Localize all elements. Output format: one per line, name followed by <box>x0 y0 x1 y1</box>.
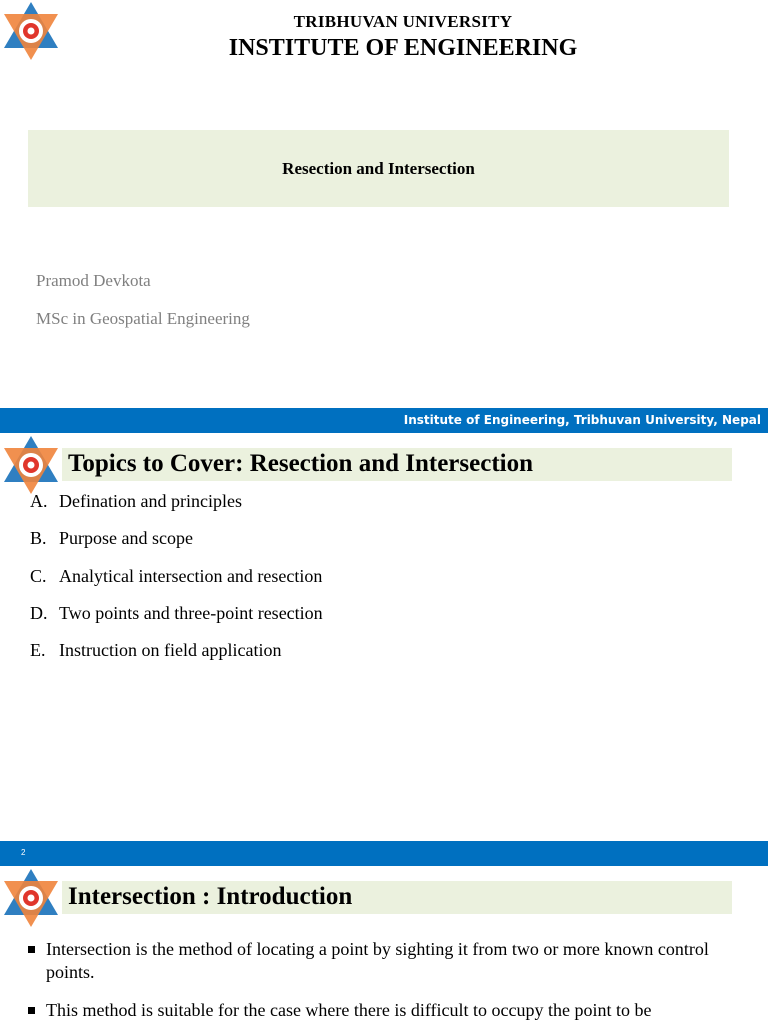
slide-heading: Intersection : Introduction <box>68 883 353 910</box>
presentation-title-box <box>28 130 729 207</box>
institute-name: INSTITUTE OF ENGINEERING <box>228 35 578 61</box>
bullet-text: Intersection is the method of locating a point by sighting it from two or more known control points. <box>46 939 709 982</box>
footer-bar <box>0 408 768 433</box>
slide-heading-box <box>62 881 732 914</box>
list-text: Defination and principles <box>59 491 242 511</box>
list-item <box>30 603 323 640</box>
slide-heading: Topics to Cover: Resection and Intersection <box>68 450 534 477</box>
star-logo-icon <box>0 434 62 496</box>
star-logo-icon <box>0 867 62 929</box>
university-logo <box>0 434 62 496</box>
list-letter: D. <box>30 602 48 623</box>
square-bullet-icon <box>28 1007 35 1014</box>
university-logo <box>0 867 62 929</box>
university-name: TRIBHUVAN UNIVERSITY <box>293 12 513 31</box>
footer-text: Institute of Engineering, Tribhuvan University, Nepal <box>403 413 761 427</box>
list-letter: A. <box>30 491 48 511</box>
author-degree: MSc in Geospatial Engineering <box>36 309 250 328</box>
list-item <box>30 566 323 603</box>
page-number: 2 <box>21 848 26 857</box>
list-text: Purpose and scope <box>59 528 193 549</box>
presentation-title: Resection and Intersection <box>282 158 475 178</box>
list-item <box>30 640 323 677</box>
bullet-list <box>26 938 726 1024</box>
list-item <box>26 938 726 984</box>
list-item <box>30 491 323 528</box>
list-text: Two points and three-point resection <box>59 602 323 623</box>
list-item <box>26 999 726 1022</box>
list-letter: E. <box>30 640 46 661</box>
slide-heading-box <box>62 448 732 481</box>
list-letter: B. <box>30 528 47 549</box>
list-letter: C. <box>30 565 47 586</box>
list-item <box>30 528 323 565</box>
author-name: Pramod Devkota <box>36 271 151 290</box>
footer-bar <box>0 841 768 866</box>
topics-list <box>30 491 323 677</box>
list-text: Instruction on field application <box>59 640 282 661</box>
bullet-text: This method is suitable for the case where there is difficult to occupy the point to be <box>46 1000 652 1020</box>
list-text: Analytical intersection and resection <box>59 565 323 586</box>
square-bullet-icon <box>28 946 35 953</box>
